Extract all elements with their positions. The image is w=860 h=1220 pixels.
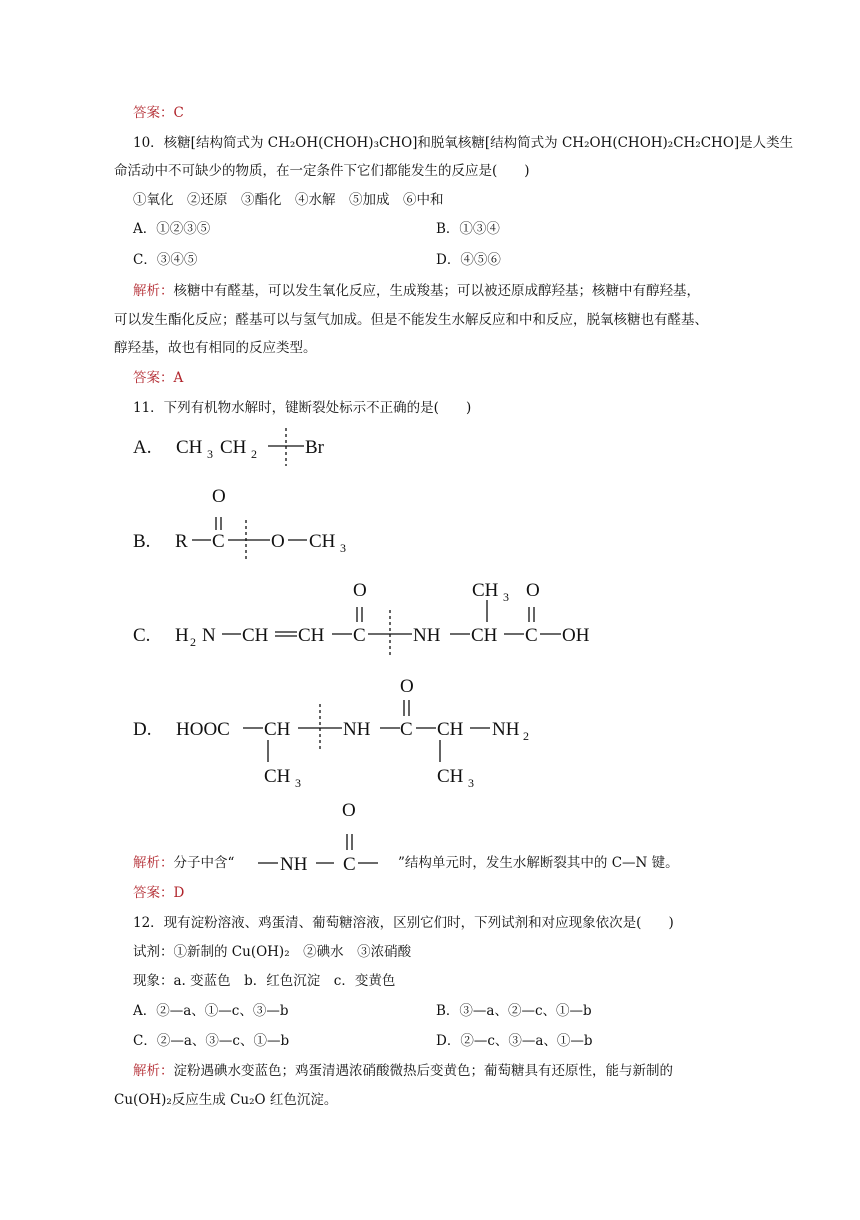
q10-analysis-line2: 可以发生酯化反应；醛基可以与氢气加成。但是不能发生水解反应和中和反应，脱氧核糖也有醛基、 xyxy=(114,312,708,328)
b-o: O xyxy=(271,531,285,552)
unit-o: O xyxy=(342,800,356,821)
c-ch2: CH xyxy=(298,625,325,646)
d-sub3a: 3 xyxy=(295,776,301,790)
a-sub2: 2 xyxy=(251,447,257,461)
c-c1: C xyxy=(353,625,366,646)
d-c: C xyxy=(400,719,413,740)
q11-stem: 11．下列有机物水解时，键断裂处标示不正确的是( ) xyxy=(133,400,472,416)
q12-option-b: B．③—a、②—c、①—b xyxy=(436,1003,592,1019)
c-n: N xyxy=(202,625,216,646)
c-nh: NH xyxy=(413,625,441,646)
q10-answer: 答案：A xyxy=(133,370,184,386)
analysis-label: 解析： xyxy=(133,855,174,871)
a-ch2: CH xyxy=(220,437,247,458)
q10-option-c: C．③④⑤ xyxy=(133,252,198,268)
q12-analysis-line1: 解析：淀粉遇碘水变蓝色；鸡蛋清遇浓硝酸微热后变黄色；葡萄糖具有还原性，能与新制的 xyxy=(133,1063,673,1079)
q10-option-d: D．④⑤⑥ xyxy=(436,252,501,268)
d-o: O xyxy=(400,676,414,697)
c-ch4: CH xyxy=(471,625,498,646)
q12-option-a: A．②—a、①—c、③—b xyxy=(133,1003,289,1019)
c-o1: O xyxy=(353,580,367,601)
c-ch1: CH xyxy=(242,625,269,646)
d-ch2: CH xyxy=(437,719,464,740)
q10-option-a: A．①②③⑤ xyxy=(133,221,211,237)
c-h: H xyxy=(175,625,189,646)
q11-a-label: A. xyxy=(133,437,152,458)
q12-option-d: D．②—c、③—a、①—b xyxy=(436,1033,593,1049)
unit-c: C xyxy=(343,854,356,875)
analysis-label: 解析： xyxy=(133,283,174,299)
q12-option-c: C．②—a、③—c、①—b xyxy=(133,1033,290,1049)
d-hooc: HOOC xyxy=(176,719,230,740)
q10-items: ①氧化 ②还原 ③酯化 ④水解 ⑤加成 ⑥中和 xyxy=(133,192,444,208)
d-ch3-b2: CH xyxy=(437,766,464,787)
c-sub3: 3 xyxy=(503,590,509,604)
q10-stem-line1: 10．核糖[结构简式为 CH₂OH(CHOH)₃CHO]和脱氧核糖[结构简式为 CH₂OH(CHOH)₂CH₂CHO]是人类生 xyxy=(133,135,794,151)
q9-answer: 答案：C xyxy=(133,105,184,121)
d-nh2-sub: 2 xyxy=(523,729,529,743)
d-sub3b: 3 xyxy=(468,776,474,790)
q11-c-label: C. xyxy=(133,625,151,646)
b-ch3: CH xyxy=(309,531,336,552)
a-ch3: CH xyxy=(176,437,203,458)
q10-analysis-line3: 醇羟基，故也有相同的反应类型。 xyxy=(114,340,317,356)
b-o-top: O xyxy=(212,486,226,507)
q12-phenomena: 现象：a. 变蓝色 b．红色沉淀 c．变黄色 xyxy=(133,973,396,989)
a-sub3: 3 xyxy=(207,447,213,461)
c-c2: C xyxy=(525,625,538,646)
q11-d-label: D. xyxy=(133,719,152,740)
q12-reagents: 试剂：①新制的 Cu(OH)₂ ②碘水 ③浓硝酸 xyxy=(133,944,412,960)
q10-option-b: B．①③④ xyxy=(436,221,500,237)
d-ch3-b1: CH xyxy=(264,766,291,787)
q10-stem-line2: 命活动中不可缺少的物质，在一定条件下它们都能发生的反应是( ) xyxy=(114,163,530,179)
q10-analysis-line1: 解析：核糖中有醛基，可以发生氧化反应，生成羧基；可以被还原成醇羟基；核糖中有醇羟基， xyxy=(133,283,700,299)
a-br: Br xyxy=(305,437,324,458)
c-o2: O xyxy=(526,580,540,601)
d-ch1: CH xyxy=(264,719,291,740)
d-nh: NH xyxy=(343,719,371,740)
q12-stem: 12．现有淀粉溶液、鸡蛋清、葡萄糖溶液，区别它们时，下列试剂和对应现象依次是( ) xyxy=(133,915,674,931)
b-r: R xyxy=(175,531,188,552)
analysis-label: 解析： xyxy=(133,1063,174,1079)
q11-answer: 答案：D xyxy=(133,885,185,901)
unit-nh: NH xyxy=(280,854,308,875)
d-nh2: NH xyxy=(492,719,520,740)
q12-analysis-line2: Cu(OH)₂反应生成 Cu₂O 红色沉淀。 xyxy=(114,1092,338,1108)
q11-analysis-post: ”结构单元时，发生水解断裂其中的 C—N 键。 xyxy=(398,855,679,871)
b-c: C xyxy=(212,531,225,552)
q11-b-label: B. xyxy=(133,531,151,552)
c-oh: OH xyxy=(562,625,590,646)
c-sub2: 2 xyxy=(190,635,196,649)
q11-analysis-pre: 解析：分子中含“ xyxy=(133,855,235,871)
c-ch3-top: CH xyxy=(472,580,499,601)
b-sub3: 3 xyxy=(340,541,346,555)
